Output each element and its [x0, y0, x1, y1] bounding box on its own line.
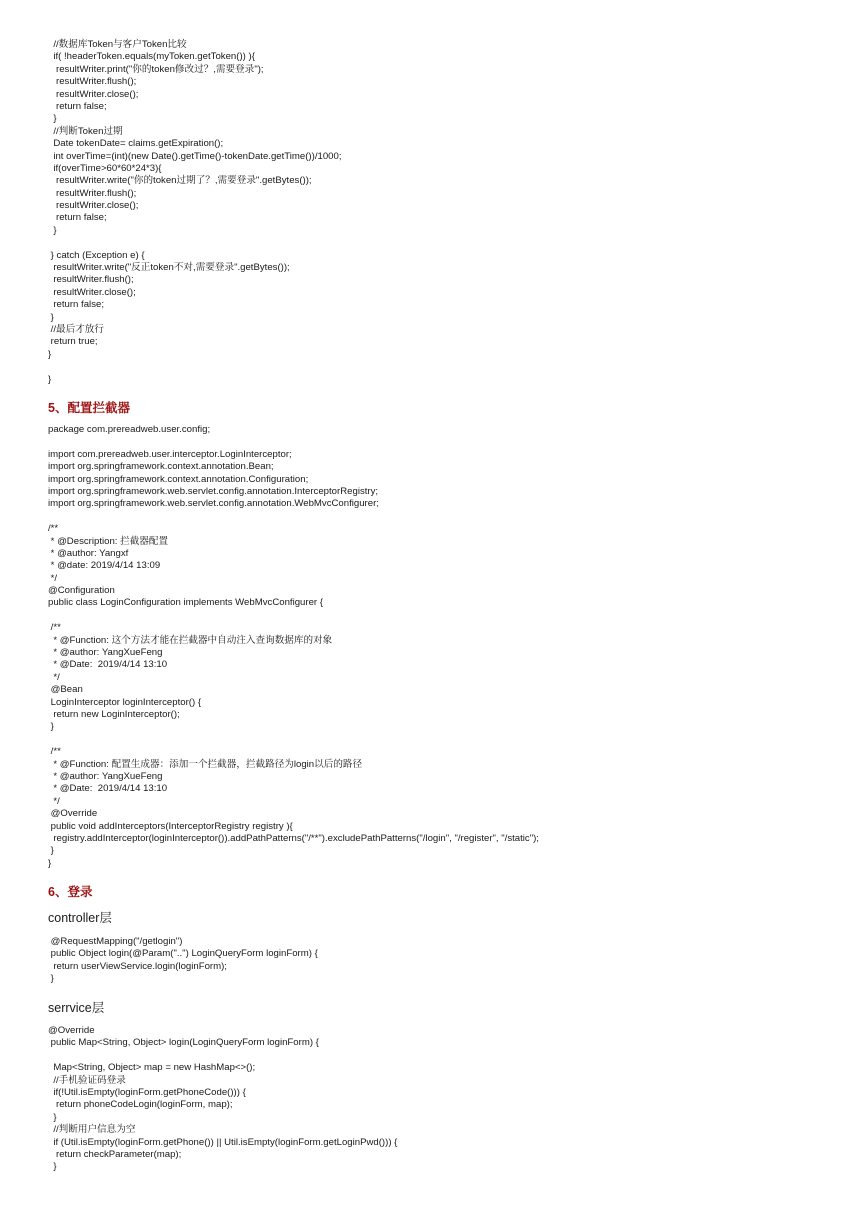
code-line: resultWriter.flush();: [48, 187, 137, 199]
subheading-service-layer: serrvice层: [48, 1001, 105, 1015]
code-line: return false;: [48, 299, 104, 311]
code-line: * @Description: 拦截器配置: [48, 535, 169, 547]
code-line: //手机验证码登录: [48, 1074, 126, 1086]
code-line: import org.springframework.context.annotation.Configuration;: [48, 473, 309, 485]
code-block-controller: [48, 936, 848, 986]
code-line: }: [48, 721, 54, 733]
code-line: * @author: YangXueFeng: [48, 647, 163, 659]
code-line: @Configuration: [48, 585, 115, 597]
code-line: [48, 1050, 848, 1062]
code-line: }: [48, 857, 52, 869]
code-line: * @date: 2019/4/14 13:09: [48, 560, 161, 572]
code-line: return userViewService.login(loginForm);: [48, 960, 227, 972]
section-heading-login: 6、登录: [48, 885, 93, 899]
code-line: resultWriter.print("你的token修改过？,需要登录");: [48, 63, 264, 75]
code-line: LoginInterceptor loginInterceptor() {: [48, 696, 202, 708]
code-line: @Bean: [48, 684, 83, 696]
code-line: if( !headerToken.equals(myToken.getToken()) ){: [48, 51, 255, 63]
code-line: * @author: Yangxf: [48, 547, 129, 559]
code-line: }: [48, 224, 57, 236]
code-line: //数据库Token与客户Token比较: [48, 39, 187, 50]
code-line: [48, 511, 848, 523]
code-line: @Override: [48, 1025, 95, 1036]
code-line: /**: [48, 622, 61, 634]
code-line: resultWriter.close();: [48, 88, 139, 100]
code-line: resultWriter.write("反正token不对,需要登录".getBytes());: [48, 262, 290, 274]
code-line: /**: [48, 746, 61, 758]
code-line: public class LoginConfiguration implements WebMvcConfigurer {: [48, 597, 323, 609]
code-line: import org.springframework.web.servlet.config.annotation.InterceptorRegistry;: [48, 485, 379, 497]
code-line: }: [48, 348, 52, 360]
code-line: import org.springframework.web.servlet.config.annotation.WebMvcConfigurer;: [48, 498, 379, 510]
code-line: import com.prereadweb.user.interceptor.LoginInterceptor;: [48, 448, 292, 460]
code-line: [48, 610, 848, 622]
code-line: @RequestMapping("/getlogin"): [48, 936, 183, 947]
code-line: resultWriter.close();: [48, 200, 139, 212]
code-line: [48, 734, 848, 746]
code-line: //最后才放行: [48, 323, 104, 335]
code-line: resultWriter.close();: [48, 286, 136, 298]
code-line: registry.addInterceptor(loginInterceptor()).addPathPatterns("/**").excludePathPatterns("/login", "/register", "/static");: [48, 832, 539, 844]
code-line: [48, 237, 848, 249]
code-line: }: [48, 973, 54, 985]
code-line: * @Date: 2019/4/14 13:10: [48, 783, 168, 795]
code-line: return new LoginInterceptor();: [48, 708, 180, 720]
code-line: public void addInterceptors(InterceptorRegistry registry ){: [48, 820, 293, 832]
subheading-controller-layer: controller层: [48, 911, 112, 925]
code-line: return true;: [48, 336, 98, 348]
code-line: * @Function: 这个方法才能在拦截器中自动注入查询数据库的对象: [48, 634, 333, 646]
code-line: if(!Util.isEmpty(loginForm.getPhoneCode())) {: [48, 1086, 246, 1098]
code-block-token-check: [48, 39, 848, 386]
code-line: */: [48, 795, 60, 807]
section-heading-interceptor-config: 5、配置拦截器: [48, 401, 130, 415]
code-line: * @author: YangXueFeng: [48, 770, 163, 782]
code-line: if (Util.isEmpty(loginForm.getPhone()) || Util.isEmpty(loginForm.getLoginPwd())) {: [48, 1136, 398, 1148]
code-block-login-configuration: [48, 424, 848, 870]
code-line: public Object login(@Param("..") LoginQueryForm loginForm) {: [48, 948, 318, 960]
code-line: return false;: [48, 212, 107, 224]
code-line: */: [48, 572, 58, 584]
code-line: package com.prereadweb.user.config;: [48, 424, 211, 435]
code-line: resultWriter.write("你的token过期了？,需要登录".getBytes());: [48, 175, 312, 187]
code-line: }: [48, 1111, 57, 1123]
code-line: return phoneCodeLogin(loginForm, map);: [48, 1099, 233, 1111]
code-line: return checkParameter(map);: [48, 1148, 182, 1160]
code-line: /**: [48, 523, 59, 535]
code-line: }: [48, 845, 54, 857]
code-line: resultWriter.flush();: [48, 274, 134, 286]
code-line: @Override: [48, 808, 98, 820]
code-line: * @Function: 配置生成器：添加一个拦截器，拦截路径为login以后的路径: [48, 758, 363, 770]
code-line: //判断Token过期: [48, 125, 123, 137]
code-line: * @Date: 2019/4/14 13:10: [48, 659, 168, 671]
code-line: [48, 361, 848, 373]
code-line: }: [48, 113, 57, 125]
code-line: }: [48, 1161, 57, 1173]
code-line: }: [48, 373, 52, 385]
code-line: [48, 436, 848, 448]
code-line: resultWriter.flush();: [48, 76, 137, 88]
code-line: //判断用户信息为空: [48, 1124, 136, 1136]
code-line: return false;: [48, 100, 107, 112]
code-line: Date tokenDate= claims.getExpiration();: [48, 138, 224, 150]
code-line: } catch (Exception e) {: [48, 249, 145, 261]
code-line: int overTime=(int)(new Date().getTime()-tokenDate.getTime())/1000;: [48, 150, 342, 162]
code-line: Map<String, Object> map = new HashMap<>();: [48, 1062, 256, 1074]
code-line: public Map<String, Object> login(LoginQueryForm loginForm) {: [48, 1037, 319, 1049]
code-line: }: [48, 311, 54, 323]
code-block-service: [48, 1025, 848, 1174]
code-line: */: [48, 671, 60, 683]
code-line: if(overTime>60*60*24*3){: [48, 162, 162, 174]
code-line: import org.springframework.context.annotation.Bean;: [48, 461, 274, 473]
